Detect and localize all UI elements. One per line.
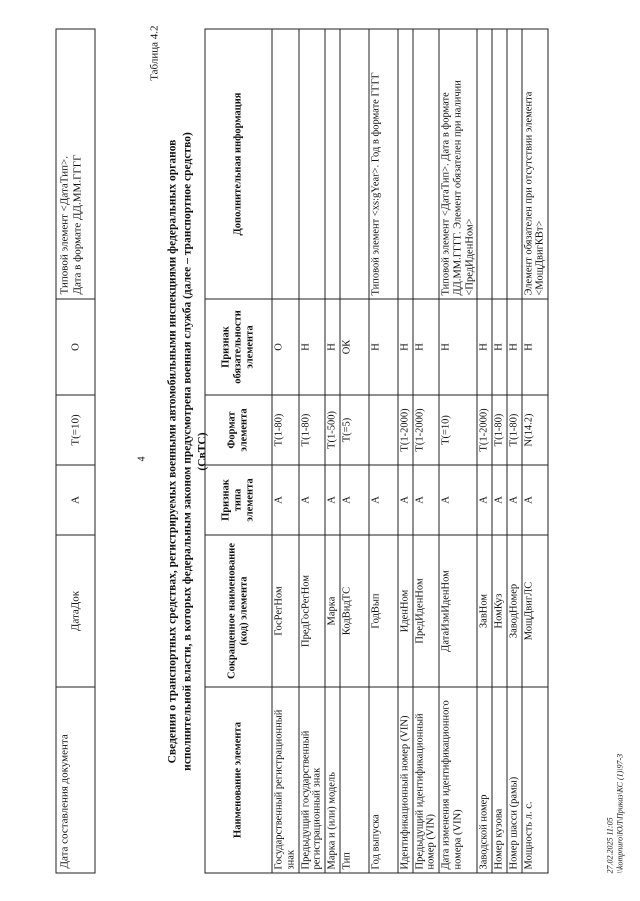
cell-format: Т(1-80) [272, 395, 299, 465]
heading-line: Сведения о транспортных средствах, регистрируемых военными автомобильными инспекциями федеральных органов [166, 139, 178, 763]
cell-required: Н [412, 299, 439, 395]
cell-info [506, 29, 521, 299]
table-row [272, 29, 299, 873]
cell-abbr: ЗавНом [477, 535, 492, 687]
cell-format: Т(1-2000) [412, 395, 439, 465]
table-row [325, 29, 340, 873]
cell-info [272, 29, 299, 299]
cell-info [412, 29, 439, 299]
table-caption: Таблица 4.2 [148, 25, 160, 81]
cell-format [368, 395, 397, 465]
footer-stamp [605, 753, 624, 873]
cell-abbr: КодВидТС [339, 535, 368, 687]
cell-type-flag: А [439, 465, 477, 535]
cell-abbr: ПредГосРегНом [298, 535, 325, 687]
cell-abbr: ДатаИзмИденНом [439, 535, 477, 687]
cell-info-line: Типовой элемент <ДатаТип>. [58, 155, 70, 294]
cell-required: Н [521, 299, 548, 395]
cell-type-flag: А [412, 465, 439, 535]
cell-type-flag: А [477, 465, 492, 535]
table-row [56, 29, 95, 873]
cell-abbr: ГодВып [368, 535, 397, 687]
cell-name: Год выпуска [368, 687, 397, 873]
cell-name: Заводской номер [477, 687, 492, 873]
cell-name: Дата составления документа [56, 687, 95, 873]
cell-abbr: ДатаДок [56, 535, 95, 687]
cell-type-flag: А [521, 465, 548, 535]
table-row [521, 29, 548, 873]
previous-table-fragment [55, 28, 95, 873]
cell-abbr: Марка [325, 535, 340, 687]
cell-type-flag: А [339, 465, 368, 535]
cell-type-flag: А [492, 465, 507, 535]
cell-required: Н [298, 299, 325, 395]
cell-info [339, 29, 368, 299]
cell-type-flag: А [506, 465, 521, 535]
table-row [412, 29, 439, 873]
heading-line: (СвТС) [195, 431, 208, 471]
cell-name: Идентификационный номер (VIN) [397, 687, 412, 873]
table-row [439, 29, 477, 873]
cell-name: Государственный регистрационный знак [272, 687, 299, 873]
cell-abbr: ЗаводНомер [506, 535, 521, 687]
cell-name: Номер шасси (рамы) [506, 687, 521, 873]
table-row [492, 29, 507, 873]
elements-table [204, 28, 548, 873]
cell-name: Тип [339, 687, 368, 873]
cell-type-flag: А [397, 465, 412, 535]
cell-format: Т(1-80) [492, 395, 507, 465]
cell-info: Типовой элемент <xs:gYear>. Год в формате ГГГГ [368, 29, 397, 299]
cell-name: Предыдущий государственный регистрационный знак [298, 687, 325, 873]
cell-name: Мощность л. с. [521, 687, 548, 873]
cell-format: Т(=10) [56, 395, 95, 465]
column-header-abbr: Сокращенное наименование (код) элемента [205, 535, 272, 687]
cell-info [325, 29, 340, 299]
cell-info [492, 29, 507, 299]
cell-info [298, 29, 325, 299]
cell-required: Н [492, 299, 507, 395]
cell-required: О [56, 299, 95, 395]
cell-required: Н [368, 299, 397, 395]
table-heading [165, 91, 210, 811]
cell-info-line: Дата в формате ДД.ММ.ГГГГ [70, 153, 83, 294]
cell-format: N(14.2) [521, 395, 548, 465]
cell-format: Т(1-80) [506, 395, 521, 465]
column-header-info: Дополнительная информация [205, 29, 272, 299]
table-row [477, 29, 492, 873]
column-header-required: Признак обязательности элемента [205, 299, 272, 395]
column-header-name: Наименование элемента [205, 687, 272, 873]
cell-format: Т(1-2000) [397, 395, 412, 465]
heading-line: исполнительной власти, в которых федеральным законом предусмотрена военная служба (далее – транспортное средство) [180, 131, 193, 771]
cell-required: О [272, 299, 299, 395]
cell-type-flag: А [325, 465, 340, 535]
cell-info [397, 29, 412, 299]
cell-abbr: НомКуз [492, 535, 507, 687]
cell-required: Н [439, 299, 477, 395]
cell-name: Предыдущий идентификационный номер (VIN) [412, 687, 439, 873]
cell-type-flag: А [298, 465, 325, 535]
cell-info [56, 29, 95, 299]
page-number: 4 [136, 456, 147, 461]
cell-format: Т(1-80) [298, 395, 325, 465]
cell-required: Н [325, 299, 340, 395]
column-header-type-flag: Признак типа элемента [205, 465, 272, 535]
cell-name: Дата изменения идентификационного номера (VIN) [439, 687, 477, 873]
cell-required: Н [506, 299, 521, 395]
table-row [368, 29, 397, 873]
table-row [397, 29, 412, 873]
footer-timestamp: 27.02.2025 11:05 [605, 816, 614, 873]
cell-format: Т(1-500) [325, 395, 340, 465]
cell-format: Т(=10) [439, 395, 477, 465]
cell-required: ОК [339, 299, 368, 395]
cell-format: Т(1-2000) [477, 395, 492, 465]
cell-info: Типовой элемент <ДатаТип>. Дата в формате ДД.ММ.ГГГГ. Элемент обязателен при наличии <ПредИденНом> [439, 29, 477, 299]
cell-abbr: МощДвигЛС [521, 535, 548, 687]
table-row [506, 29, 521, 873]
cell-type-flag: А [368, 465, 397, 535]
table-header-row [205, 29, 272, 873]
cell-abbr: ИденНом [397, 535, 412, 687]
table-row [339, 29, 368, 873]
cell-name: Номер кузова [492, 687, 507, 873]
footer-file-path: \\kompnuro\ЮЛ\Приказ\КС (1)\97-3 [614, 753, 624, 873]
cell-format: Т(=5) [339, 395, 368, 465]
cell-type-flag: А [56, 465, 95, 535]
cell-abbr: ГосРегНом [272, 535, 299, 687]
cell-info [477, 29, 492, 299]
cell-name: Марка и (или) модель [325, 687, 340, 873]
cell-type-flag: А [272, 465, 299, 535]
column-header-format: Формат элемента [205, 395, 272, 465]
cell-required: Н [397, 299, 412, 395]
cell-info: Элемент обязателен при отсутствии элемента <МощДвигКВт> [521, 29, 548, 299]
cell-abbr: ПредИденНом [412, 535, 439, 687]
cell-required: Н [477, 299, 492, 395]
table-row [298, 29, 325, 873]
